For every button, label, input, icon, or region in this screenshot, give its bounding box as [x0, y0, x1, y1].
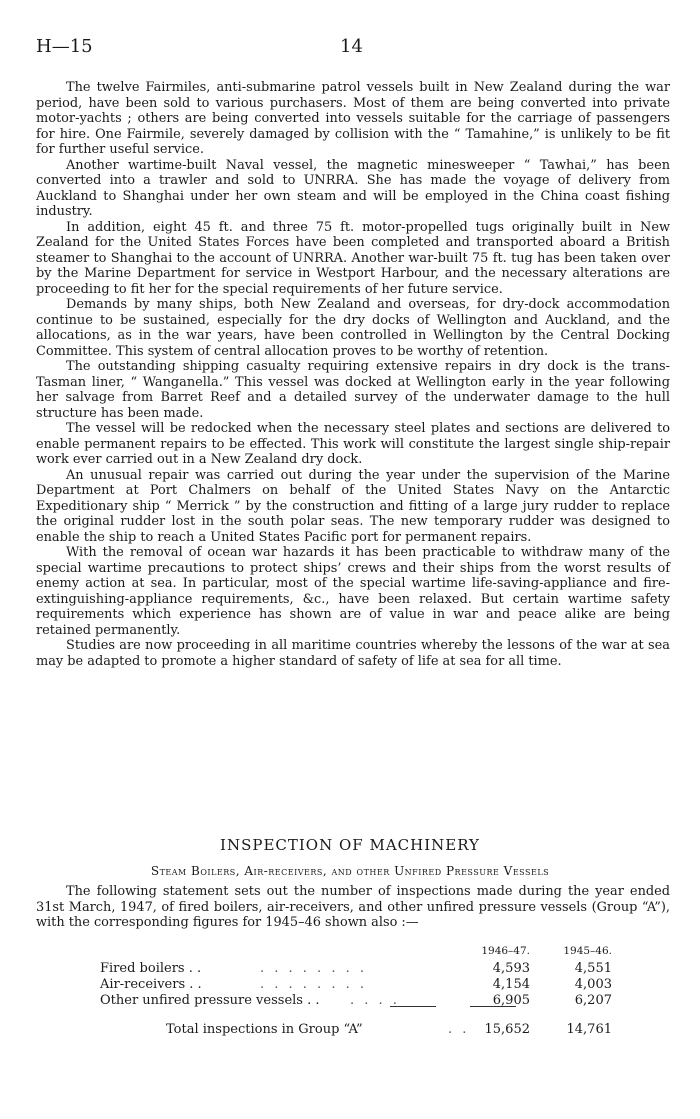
column-header-1946-47: 1946–47. [481, 945, 530, 957]
paragraph: In addition, eight 45 ft. and three 75 ft. motor-propelled tugs originally built in New Zealand for the United States Forces have been completed and transported aboard a British steamer to Shanghai to the account of UNRRA. Another war-built 75 ft. tug has been taken over by the Marine Department for service in Westport Harbour, and the necessary alterations are proceeding to fit her for the special requirements of her future service. [36, 219, 670, 297]
paragraph: The vessel will be redocked when the necessary steel plates and sections are delivered to enable permanent repairs to be effected. This work will constitute the largest single ship-repair work ever carried out in a New Zealand dry dock. [36, 421, 670, 467]
section-intro [36, 884, 670, 931]
row-label: Other unfired pressure vessels . . [100, 993, 320, 1008]
leader-dots: . . . . . . . . [260, 961, 367, 976]
total-label: Total inspections in Group “A” [166, 1022, 363, 1037]
paragraph: The twelve Fairmiles, anti-submarine patrol vessels built in New Zealand during the war period, have been sold to various purchasers. Most of them are being converted into private motor-yachts ; others are being converted into vessels suitable for the carriage of passengers for hire. One Fairmile, severely damaged by collision with the “ Tamahine,” is unlikely to be fit for further useful service. [36, 80, 670, 157]
report-code: H—15 [36, 36, 93, 57]
intro-paragraph: The following statement sets out the number of inspections made during the year ended 31st March, 1947, of fired boilers, air-receivers, and other unfired pressure vessels (Group “A”), with the corresponding figures for 1945–46 shown also :— [36, 884, 670, 930]
paragraph: Studies are now proceeding in all maritime countries whereby the lessons of the war at sea may be adapted to promote a higher standard of safety of life at sea for all time. [36, 638, 670, 669]
paragraph: Another wartime-built Naval vessel, the magnetic minesweeper “ Tawhai,” has been converted into a trawler and sold to UNRRA. She has made the voyage of delivery from Auckland to Shanghai under her own steam and will be employed in the China coast fishing industry. [36, 157, 670, 219]
value-1945-46: 6,207 [574, 993, 612, 1008]
value-1946-47: 6,905 [492, 993, 530, 1008]
body-text [36, 80, 670, 669]
total-row [166, 1022, 620, 1038]
leader-dots: . . . . [350, 993, 400, 1008]
table-row [100, 993, 620, 1009]
value-1945-46: 4,003 [574, 977, 612, 992]
column-header-1945-46: 1945–46. [563, 945, 612, 957]
value-1946-47: 4,593 [492, 961, 530, 976]
row-label: Fired boilers . . [100, 961, 202, 976]
inspection-table [100, 945, 620, 1009]
value-1946-47: 4,154 [492, 977, 530, 992]
leader-dots: . . . . . . . . [260, 977, 367, 992]
section-heading: INSPECTION OF MACHINERY [220, 836, 480, 854]
paragraph: With the removal of ocean war hazards it has been practicable to withdraw many of the special wartime precautions to protect ships’ crews and their ships from the worst results of enemy action at sea. In particular, most of the special wartime life-saving-appliance and fire-extinguishing-appliance requirements, &c., have been relaxed. But certain wartime safety requirements which experience has shown are of value in war and peace alike are being retained permanently. [36, 545, 670, 638]
subtotal-rule [390, 1006, 436, 1007]
table-header-row [100, 945, 620, 961]
leader-dots: . . [448, 1022, 470, 1037]
paragraph: The outstanding shipping casualty requiring extensive repairs in dry dock is the trans-Tasman liner, “ Wanganella.” This vessel was docked at Wellington early in the year following her salvage from Barret Reef and a detailed survey of the underwater damage to the hull structure has been made. [36, 359, 670, 421]
table-row [100, 961, 620, 977]
row-label: Air-receivers . . [100, 977, 202, 992]
paragraph: Demands by many ships, both New Zealand and overseas, for dry-dock accommodation continue to be sustained, especially for the dry docks of Wellington and Auckland, and the allocations, as in the war years, have been controlled in Wellington by the Central Docking Committee. This system of central allocation proves to be worthy of retention. [36, 297, 670, 359]
table-row [100, 977, 620, 993]
section-subheading: Steam Boilers, Air-receivers, and other Unfired Pressure Vessels [150, 864, 550, 878]
total-1945-46: 14,761 [566, 1022, 612, 1037]
page-number: 14 [340, 36, 363, 57]
value-1945-46: 4,551 [574, 961, 612, 976]
total-1946-47: 15,652 [484, 1022, 530, 1037]
subtotal-rule [470, 1006, 516, 1007]
paragraph: An unusual repair was carried out during the year under the supervision of the Marine Department at Port Chalmers on behalf of the United States Navy on the Antarctic Expeditionary ship “ Merrick ” by the construction and fitting of a large jury rudder to replace the original rudder lost in the south polar seas. The new temporary rudder was designed to enable the ship to reach a United States Pacific port for permanent repairs. [36, 467, 670, 545]
